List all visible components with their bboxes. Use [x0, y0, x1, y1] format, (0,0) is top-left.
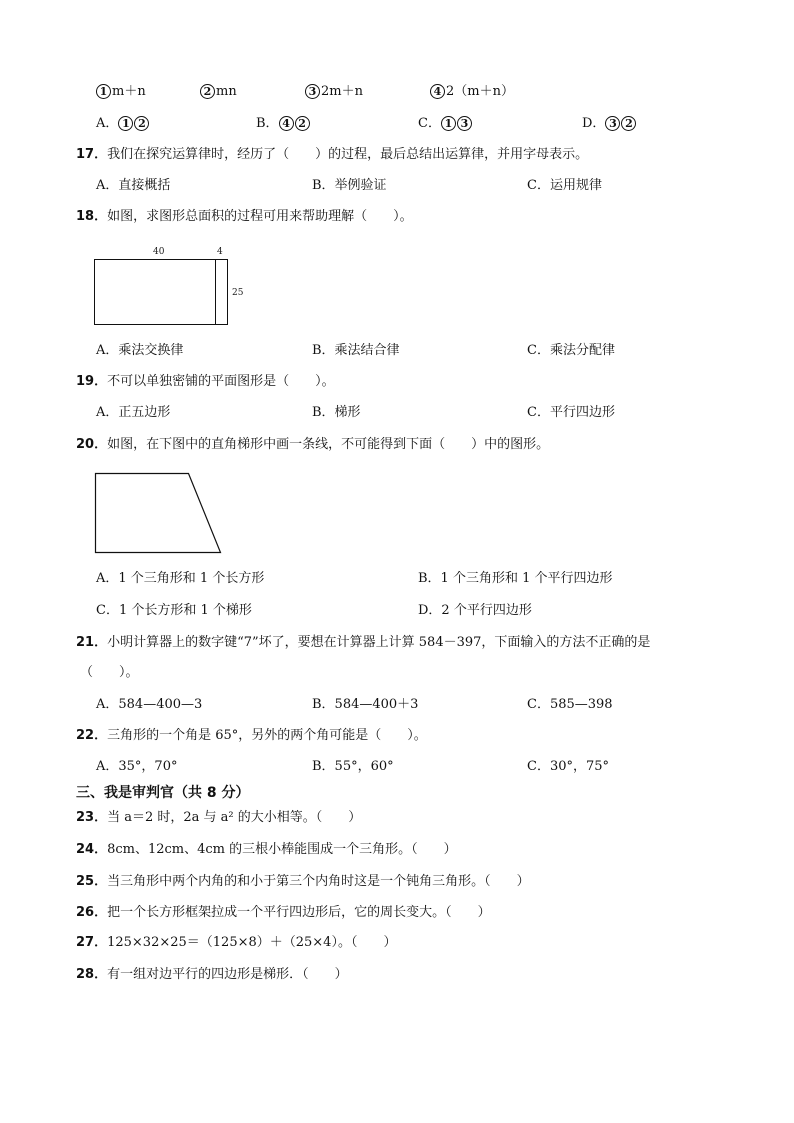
question-28 [76, 966, 348, 984]
circled-number: 4 [430, 84, 445, 99]
question-21-continued: （ ）。 [80, 665, 139, 680]
circled-number: 4 [279, 116, 294, 131]
option-label: A． [96, 116, 119, 131]
right-trapezoid-figure [92, 470, 232, 560]
question-text: 我们在探究运算律时，经历了（ ）的过程，最后总结出运算律，并用字母表示。 [107, 147, 589, 162]
question-25 [76, 873, 530, 891]
q20-option-d[interactable]: D．2 个平行四边形 [418, 603, 532, 618]
option-label: B． [256, 116, 279, 131]
question-19 [76, 373, 335, 391]
circled-number: 3 [605, 116, 620, 131]
circled-number: 1 [118, 116, 133, 131]
question-26 [76, 904, 491, 922]
question-text: 125×32×25＝（125×8）＋（25×4）。（ ） [107, 935, 397, 950]
question-text: 当三角形中两个内角的和小于第三个内角时这是一个钝角三角形。（ ） [107, 874, 530, 889]
q17-option-b[interactable]: B．举例验证 [312, 178, 387, 193]
question-number: 21． [76, 635, 108, 650]
big-rectangle [95, 260, 216, 325]
q20-option-a[interactable]: A．1 个三角形和 1 个长方形 [96, 571, 265, 586]
q18-option-a[interactable]: A．乘法交换律 [96, 343, 184, 358]
question-number: 25． [76, 874, 108, 889]
circled-number: 1 [96, 84, 111, 99]
question-27 [76, 934, 396, 952]
q17-option-c[interactable]: C．运用规律 [527, 178, 602, 193]
question-number: 22． [76, 728, 108, 743]
question-21 [76, 634, 650, 652]
circled-number: 2 [295, 116, 310, 131]
q18-option-c[interactable]: C．乘法分配律 [527, 343, 615, 358]
question-text: 不可以单独密铺的平面图形是（ ）。 [107, 374, 335, 389]
question-text: 当 a＝2 时，2a 与 a² 的大小相等。（ ） [107, 810, 362, 825]
question-17 [76, 146, 588, 164]
label-25: 25 [232, 288, 244, 298]
section-heading: 三、我是审判官（共 8 分） [76, 785, 250, 801]
circled-number: 3 [305, 84, 320, 99]
question-text: 三角形的一个角是 65°，另外的两个角可能是（ ）。 [107, 728, 427, 743]
q17-option-a[interactable]: A．直接概括 [96, 178, 171, 193]
question-number: 17． [76, 147, 108, 162]
q21-option-c[interactable]: C．585—398 [527, 697, 613, 712]
label-4: 4 [217, 247, 223, 257]
q16-item-2 [200, 83, 237, 101]
question-20 [76, 436, 549, 454]
q16-option-b[interactable] [256, 115, 311, 133]
q16-item-1 [96, 83, 146, 101]
q16-option-a[interactable] [96, 115, 150, 133]
q16-item-text: m＋n [112, 84, 146, 99]
q22-option-b[interactable]: B．55°，60° [312, 759, 394, 774]
q16-item-3 [305, 83, 363, 101]
question-number: 23． [76, 810, 108, 825]
q21-option-b[interactable]: B．584—400＋3 [312, 697, 419, 712]
option-label: D． [582, 116, 606, 131]
q16-item-4 [430, 83, 514, 101]
rectangle-area-figure [90, 242, 250, 332]
question-number: 24． [76, 842, 108, 857]
circled-number: 2 [200, 84, 215, 99]
question-23 [76, 809, 361, 827]
q18-option-b[interactable]: B．乘法结合律 [312, 343, 400, 358]
q19-option-c[interactable]: C．平行四边形 [527, 405, 615, 420]
q19-option-a[interactable]: A．正五边形 [96, 405, 171, 420]
q19-option-b[interactable]: B．梯形 [312, 405, 361, 420]
q16-item-text: 2m＋n [321, 84, 363, 99]
question-text: 8cm、12cm、4cm 的三根小棒能围成一个三角形。（ ） [107, 842, 457, 857]
question-text: 把一个长方形框架拉成一个平行四边形后，它的周长变大。（ ） [107, 905, 491, 920]
question-18 [76, 208, 413, 226]
circled-number: 1 [441, 116, 456, 131]
question-number: 20． [76, 437, 108, 452]
option-label: C． [418, 116, 441, 131]
question-number: 19． [76, 374, 108, 389]
question-number: 27． [76, 935, 108, 950]
question-text: 小明计算器上的数字键“7”坏了，要想在计算器上计算 584－397，下面输入的方法不正确的是 [107, 635, 651, 650]
label-40: 40 [153, 247, 165, 257]
small-rectangle [216, 260, 228, 325]
question-text: 如图，求图形总面积的过程可用来帮助理解（ ）。 [107, 209, 413, 224]
question-number: 26． [76, 905, 108, 920]
circled-number: 3 [457, 116, 472, 131]
q16-option-c[interactable] [418, 115, 473, 133]
q16-item-text: mn [216, 84, 237, 99]
q21-option-a[interactable]: A．584—400—3 [96, 697, 203, 712]
q22-option-c[interactable]: C．30°，75° [527, 759, 610, 774]
question-number: 18． [76, 209, 108, 224]
question-text: 有一组对边平行的四边形是梯形．（ ） [107, 967, 348, 982]
question-number: 28． [76, 967, 108, 982]
question-24 [76, 841, 457, 859]
q16-option-d[interactable] [582, 115, 637, 133]
question-text: 如图，在下图中的直角梯形中画一条线，不可能得到下面（ ）中的图形。 [107, 437, 550, 452]
circled-number: 2 [621, 116, 636, 131]
q20-option-b[interactable]: B．1 个三角形和 1 个平行四边形 [418, 571, 613, 586]
q16-item-text: 2（m＋n） [446, 84, 514, 99]
q20-option-c[interactable]: C．1 个长方形和 1 个梯形 [96, 603, 252, 618]
question-22 [76, 727, 427, 745]
trapezoid-shape [96, 474, 221, 553]
circled-number: 2 [134, 116, 149, 131]
q22-option-a[interactable]: A．35°，70° [96, 759, 178, 774]
